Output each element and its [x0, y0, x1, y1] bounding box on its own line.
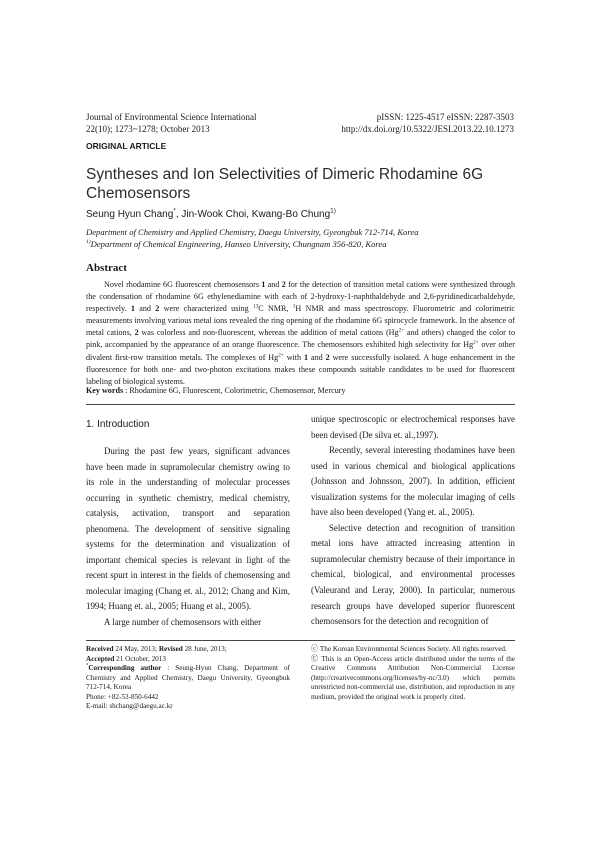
footer-right — [311, 645, 515, 702]
author-names-rest: , Jin-Wook Choi, Kwang-Bo Chung — [175, 209, 331, 220]
superscript: 2+ — [398, 327, 405, 334]
abstract-heading: Abstract — [86, 262, 127, 274]
accepted-line — [86, 655, 290, 665]
compound-ref: 1 — [130, 304, 135, 314]
title-line-2: Chemosensors — [86, 185, 191, 202]
abstract-text: and — [308, 352, 326, 362]
compound-ref: 1 — [304, 352, 309, 362]
corresponding-text: : Seung-Hyun Chang, Department of Chemistry and Applied Chemistry, Daegu University, Gyeongbuk 712-714, Korea — [86, 664, 290, 691]
abstract-text: was colorless and non-fluorescent, whereas the addition of metal cations (Hg — [138, 328, 399, 338]
abstract-text: H NMR and mass spectroscopy. Fluorometric and colorimetric measurements involving various metal ions revealed the ring opening of the rhodamine 6G spirocycle framework. In the absence of metal cations, — [86, 304, 515, 338]
affiliation-1: Department of Chemistry and Applied Chemistry, Daegu University, Gyeongbuk 712-714, Korea — [86, 227, 419, 237]
abstract-text: were characterized using — [159, 304, 253, 314]
license-notice: Ⓒ This is an Open-Access article distributed under the terms of the Creative Commons Attribution Non-Commercial License (http://creativecommons.org/licenses/by-nc/3.0) which permits unrestricted non-commercial use, distribution, and reproduction in any medium, provided the original work is properly cited. — [311, 654, 515, 701]
paragraph: During the past few years, significant advances have been made in supramolecular chemistry owing to its role in the understanding of molecular processes occurring in synthetic chemistry, medical chemistry, catalysis, activation, transport and separation phenomena. The development of sensitive signaling systems for the determination and visualization of important chemical species is relevant in light of the recent spurt in interest in the fields of chemosensing and molecular imaging (Chang et. al., 2012; Chang and Kim, 1994; Huang et. al., 2005; Huang et al., 2005). — [86, 446, 290, 612]
accepted-label: Accepted — [86, 654, 115, 663]
revised-label: Revised — [158, 645, 183, 653]
superscript: 2+ — [473, 339, 479, 346]
paragraph: unique spectroscopic or electrochemical responses have been devised (De silva et. al.,1997). — [311, 414, 515, 440]
keywords-label: Key words — [86, 386, 124, 395]
abstract-text: over other divalent first-row transition metals. The complexes of Hg — [86, 340, 515, 362]
author-name: Seung Hyun Chang — [86, 209, 174, 220]
footer-divider — [86, 640, 515, 641]
accepted-date: 21 October, 2013 — [114, 654, 166, 663]
affiliation-mark: 1) — [330, 207, 336, 215]
affiliation-2-mark: 1) — [86, 239, 91, 246]
compound-ref: 2 — [134, 328, 139, 338]
abstract-body — [86, 279, 515, 388]
article-type: ORIGINAL ARTICLE — [86, 141, 167, 151]
compound-ref: 2 — [325, 352, 330, 362]
received-line — [86, 645, 290, 655]
corresponding-mark: * — [173, 207, 176, 215]
email[interactable]: E-mail: shchang@daegu.ac.kr — [86, 702, 173, 710]
abstract-text: with — [283, 352, 305, 362]
journal-issn: pISSN: 1225-4517 eISSN: 2287-3503 — [376, 112, 514, 122]
corresponding-mark: * — [86, 663, 89, 669]
title-line-1: Syntheses and Ion Selectivities of Dimeric Rhodamine 6G — [86, 166, 484, 183]
superscript: 2+ — [278, 351, 284, 358]
abstract-text: for the detection of transition metal cations were synthesized through the condensation of rhodamine 6G ethylenediamine with each of 2-hydroxy-1-naphthaldehyde and 2,6-pyridinedicarbaldehyde, respectively. — [86, 280, 516, 314]
paragraph: A large number of chemosensors with either — [104, 617, 262, 628]
abstract-divider — [86, 404, 515, 405]
received-label: Received — [86, 645, 114, 653]
abstract-text: and others) changed the color to pink, accompanied by the appearance of an orange fluorescence. The chemosensors exhibited high selectivity for Hg — [86, 328, 515, 350]
corresponding-author — [86, 664, 290, 693]
keywords-text: : Rhodamine 6G, Fluorescent, Colorimetric, Chemosensor, Mercury — [123, 386, 346, 395]
abstract-text: Novel rhodamine 6G fluorescent chemosensors — [104, 280, 262, 289]
corresponding-label: Corresponding author — [88, 664, 162, 672]
compound-ref: 1 — [261, 280, 266, 289]
right-column — [311, 412, 515, 630]
paragraph: Recently, several interesting rhodamines have been used in various chemical and biological applications (Johnsson and Johnsson, 2007). In addition, efficient visualization systems for the molecular imaging of cells have also been developed (Yang et. al., 2005). — [311, 445, 515, 518]
abstract-text: were successfully isolated. A huge enhancement in the fluorescence for both one- and two-photon excitations makes these compounds suitable candidates to be used for fluorescent labeling of biological systems. — [86, 352, 516, 386]
keywords — [86, 386, 346, 395]
article-title — [86, 165, 526, 203]
journal-name: Journal of Environmental Science International — [86, 112, 257, 122]
abstract-text: C NMR, — [258, 304, 293, 314]
revised-date: 28 June, 2013; — [182, 645, 227, 653]
superscript: 1 — [292, 303, 296, 310]
affiliation-2 — [86, 238, 526, 250]
copyright-notice: ⓒ The Korean Environmental Sciences Society. All rights reserved. — [311, 645, 507, 653]
author-list — [86, 209, 336, 220]
paragraph: Selective detection and recognition of transition metal ions have attracted increasing attention in supramolecular chemistry because of their importance in chemical, biological, and environmental processes (Valeurand and Leray, 2000). In particular, numerous research groups have developed superior fluorescent chemosensors for the detection and recognition of — [311, 522, 515, 627]
abstract-text: and — [134, 304, 156, 314]
phone: Phone: +82-53-850-6442 — [86, 692, 159, 701]
article-doi[interactable]: http://dx.doi.org/10.5322/JESI.2013.22.10.1273 — [341, 124, 514, 134]
received-date: 24 May, 2013; — [113, 645, 159, 653]
compound-ref: 2 — [155, 304, 160, 314]
footer-left — [86, 645, 290, 712]
journal-volume: 22(10); 1273~1278; October 2013 — [86, 124, 210, 134]
compound-ref: 2 — [281, 280, 286, 289]
abstract-text: and — [265, 280, 282, 289]
section-heading-introduction: 1. Introduction — [86, 419, 150, 430]
left-column — [86, 444, 290, 631]
superscript: 13 — [253, 303, 259, 310]
affiliation-2-text: Department of Chemical Engineering, Hanseo University, Chungnam 356-820, Korea — [90, 239, 387, 249]
